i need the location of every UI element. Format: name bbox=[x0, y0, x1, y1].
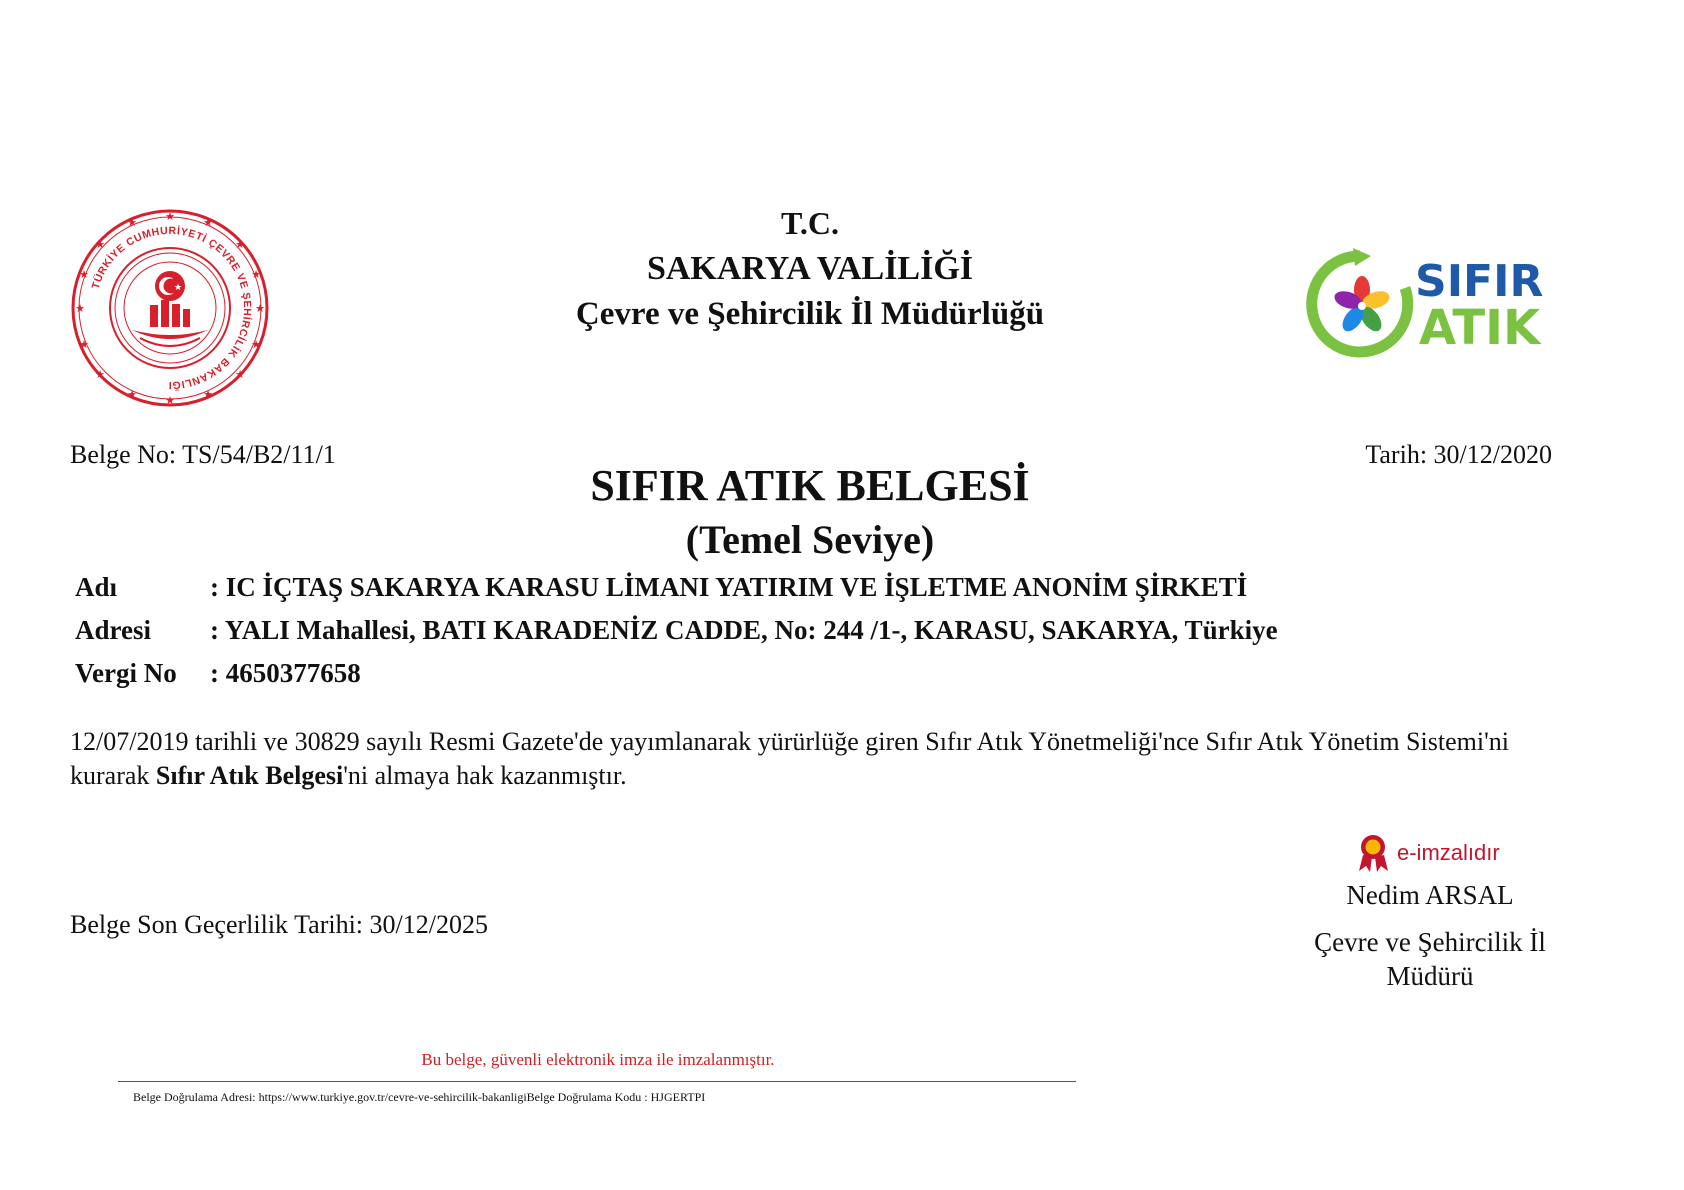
field-row-tax-no bbox=[75, 658, 361, 689]
svg-text:★: ★ bbox=[127, 389, 137, 401]
svg-text:ATIK: ATIK bbox=[1419, 300, 1541, 356]
field-value: : IC İÇTAŞ SAKARYA KARASU LİMANI YATIRIM VE İŞLETME ANONİM ŞİRKETİ bbox=[210, 572, 1248, 602]
signer-name: Nedim ARSAL bbox=[1346, 880, 1514, 910]
statement-text: 12/07/2019 tarihli ve 30829 sayılı Resmi Gazete'de yayımlanarak yürürlüğe giren Sıfır Atık Yönetmeliği'nce Sıfır Atık Yönetim Sistemi'ni kurarak bbox=[70, 727, 1509, 790]
signer-title-line: Çevre ve Şehircilik İl bbox=[1314, 927, 1546, 957]
e-signature-note: Bu belge, güvenli elektronik imza ile imzalanmıştır. bbox=[421, 1050, 775, 1069]
svg-text:★: ★ bbox=[173, 282, 183, 292]
svg-text:e-imzalıdır: e-imzalıdır bbox=[1397, 840, 1500, 865]
signer-title bbox=[1270, 925, 1590, 993]
verification-info: Belge Doğrulama Adresi: https://www.turkiye.gov.tr/cevre-ve-sehircilik-bakanligiBelge Doğrulama Kodu : HJGERTPI bbox=[133, 1090, 706, 1104]
header-directorate: Çevre ve Şehircilik İl Müdürlüğü bbox=[575, 296, 1045, 332]
field-label: Adı bbox=[75, 572, 118, 602]
svg-text:★: ★ bbox=[255, 303, 265, 315]
svg-text:★: ★ bbox=[203, 217, 213, 229]
validity-date: Belge Son Geçerlilik Tarihi: 30/12/2025 bbox=[70, 910, 488, 939]
svg-text:★: ★ bbox=[79, 339, 89, 351]
svg-text:★: ★ bbox=[79, 269, 89, 281]
svg-text:★: ★ bbox=[235, 239, 245, 251]
ministry-seal-logo bbox=[70, 208, 270, 408]
ribbon-award-icon bbox=[1359, 835, 1388, 872]
svg-text:★: ★ bbox=[95, 369, 105, 381]
certificate-level: (Temel Seviye) bbox=[685, 517, 935, 562]
svg-text:★: ★ bbox=[127, 217, 137, 229]
svg-text:★: ★ bbox=[95, 239, 105, 251]
field-label: Vergi No bbox=[75, 658, 177, 688]
field-value: : 4650377658 bbox=[210, 658, 361, 688]
svg-text:★: ★ bbox=[165, 211, 175, 223]
field-row-address bbox=[75, 615, 1278, 646]
document-date: Tarih: 30/12/2020 bbox=[1365, 440, 1552, 469]
signer-title-line: Müdürü bbox=[1386, 961, 1474, 991]
svg-text:TÜRKİYE CUMHURİYETİ ÇEVRE VE Ş: TÜRKİYE CUMHURİYETİ ÇEVRE VE ŞEHİRCİLİK BAKANLIĞI bbox=[89, 224, 254, 392]
header-governorship: SAKARYA VALİLİĞİ bbox=[646, 250, 974, 287]
svg-text:SIFIR: SIFIR bbox=[1415, 256, 1544, 307]
svg-text:★: ★ bbox=[251, 339, 261, 351]
statement-bold: Sıfır Atık Belgesi bbox=[155, 761, 344, 790]
svg-text:★: ★ bbox=[165, 395, 175, 407]
svg-text:★: ★ bbox=[203, 389, 213, 401]
footer-divider bbox=[118, 1081, 1076, 1082]
field-label: Adresi bbox=[75, 615, 152, 645]
document-title: SIFIR ATIK BELGESİ bbox=[590, 461, 1030, 510]
svg-text:★: ★ bbox=[251, 269, 261, 281]
document-number: Belge No: TS/54/B2/11/1 bbox=[70, 440, 336, 469]
zero-waste-logo bbox=[1305, 248, 1560, 360]
statement-text-end: 'ni almaya hak kazanmıştır. bbox=[343, 761, 627, 790]
certificate-statement bbox=[70, 725, 1570, 793]
field-value: : YALI Mahallesi, BATI KARADENİZ CADDE, No: 244 /1-, KARASU, SAKARYA, Türkiye bbox=[210, 615, 1278, 645]
svg-text:★: ★ bbox=[235, 369, 245, 381]
e-signature-badge bbox=[1355, 833, 1530, 873]
header-tc: T.C. bbox=[780, 205, 840, 241]
svg-text:★: ★ bbox=[75, 303, 85, 315]
field-row-name bbox=[75, 572, 1247, 603]
